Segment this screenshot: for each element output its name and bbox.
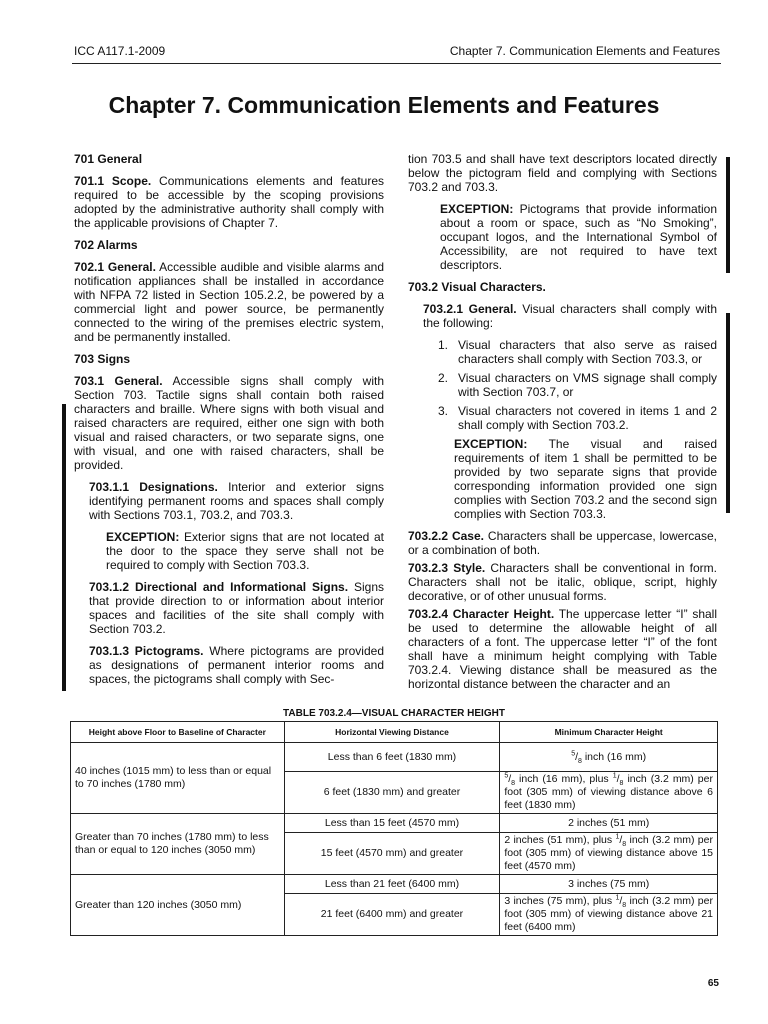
frac-num: 1 [615, 833, 620, 841]
right-column [408, 152, 717, 699]
height-cell: Greater than 70 inches (1780 mm) to less than or equal to 120 inches (3050 mm) [71, 814, 285, 875]
para-text: Signs that provide direction to or information about interior spaces and facilities of the site shall comply with Section 703.2. [89, 580, 384, 636]
distance-cell: 21 feet (6400 mm) and greater [284, 894, 500, 936]
header-rule [72, 63, 721, 64]
para-lead: 703.1 General. [74, 374, 163, 388]
cell-text: inch (3.2 mm) per foot (305 mm) of viewing distance above 21 feet (6400 mm) [504, 895, 713, 933]
column-header: Minimum Character Height [500, 722, 718, 743]
list-item-number: 2. [438, 371, 449, 385]
height-cell: 40 inches (1015 mm) to less than or equal to 70 inches (1780 mm) [71, 743, 285, 814]
min-height-cell: 2 inches (51 mm) [500, 814, 718, 833]
min-height-cell [500, 743, 718, 772]
distance-cell: Less than 15 feet (4570 mm) [284, 814, 500, 833]
para-text: The uppercase letter “I” shall be used to determine the allowable height of all characters of a font. The uppercase letter “I” of the font shall have a minimum height complying with Table 703.2.4. Viewing distance shall be measured as the horizontal distance between the character and an [408, 607, 717, 691]
list-item [438, 338, 717, 366]
min-height-cell [500, 894, 718, 936]
frac-num: 5 [504, 772, 509, 780]
header-right: Chapter 7. Communication Elements and Features [449, 44, 720, 58]
para-lead: 701.1 Scope. [74, 174, 152, 188]
distance-cell: 15 feet (4570 mm) and greater [284, 833, 500, 875]
height-cell: Greater than 120 inches (3050 mm) [71, 875, 285, 936]
min-height-cell: 3 inches (75 mm) [500, 875, 718, 894]
list-item-text: Visual characters not covered in items 1 and 2 shall comply with Section 703.2. [458, 404, 717, 432]
para-text: Communications elements and features required to be accessible by the scoping provisions adopted by the administrative authority shall comply with the applicable provisions of Chapter 7. [74, 174, 384, 230]
change-bar [62, 404, 66, 691]
para-lead: 703.1.1 Designations. [89, 480, 218, 494]
para-lead: 702.1 General. [74, 260, 156, 274]
section-703-heading: 703 Signs [74, 352, 131, 366]
para-703-1-1 [89, 480, 384, 522]
list-item-number: 3. [438, 404, 449, 418]
frac-slash: / [575, 750, 579, 763]
cell-text: inch (16 mm) [581, 750, 647, 763]
para-text: Visual characters shall comply with the following: [423, 302, 717, 330]
table-row [71, 743, 718, 772]
frac-slash: / [619, 895, 623, 907]
exception-lead: EXCEPTION: [454, 437, 528, 451]
exception-703-2-1 [454, 437, 717, 521]
cell-text: 3 inches (75 mm), plus [504, 895, 616, 907]
frac-num: 5 [571, 750, 576, 757]
para-703-2-3 [408, 561, 717, 603]
para-703-1-3 [89, 644, 384, 686]
column-header: Height above Floor to Baseline of Character [71, 722, 285, 743]
para-text: Characters shall be uppercase, lowercase, or a combination of both. [408, 529, 717, 557]
section-703-2-heading: 703.2 Visual Characters. [408, 280, 546, 294]
para-text: Interior and exterior signs identifying permanent rooms and spaces shall comply with Sections 703.1, 703.2, and 703.3. [89, 480, 385, 522]
para-703-2-4 [408, 607, 717, 691]
frac-den: 8 [622, 841, 627, 849]
para-lead: 703.2.2 Case. [408, 529, 484, 543]
exception-lead: EXCEPTION: [106, 530, 180, 544]
para-text: Characters shall be conventional in form. Characters shall not be italic, oblique, script, highly decorative, or of other unusual forms. [408, 561, 718, 603]
exception-703-1-3 [440, 202, 717, 272]
para-703-2-2 [408, 529, 717, 557]
frac-num: 1 [615, 894, 620, 902]
min-height-cell [500, 772, 718, 814]
list-item [438, 404, 717, 432]
exception-text: Exterior signs that are not located at the door to the space they serve shall not be required to comply with Section 703.3. [106, 530, 384, 572]
para-text: Accessible signs shall comply with Section 703. Tactile signs shall contain both raised characters and braille. Where signs with both visual and raised characters are required, either one sign with both visual and raised characters, or two separate signs, one with visual, and one with raised characters, shall be provided. [74, 374, 384, 472]
para-lead: 703.1.2 Directional and Informational Signs. [89, 580, 349, 594]
column-header: Horizontal Viewing Distance [284, 722, 500, 743]
para-703-2-1 [423, 302, 717, 330]
exception-703-1-1 [106, 530, 384, 572]
para-lead: 703.1.3 Pictograms. [89, 644, 204, 658]
visual-character-height-table [70, 721, 718, 936]
para-lead: 703.2.1 General. [423, 302, 517, 316]
list-item-number: 1. [438, 338, 449, 352]
distance-cell: Less than 6 feet (1830 mm) [284, 743, 500, 772]
left-column [74, 152, 384, 694]
section-702-heading: 702 Alarms [74, 238, 138, 252]
para-703-1 [74, 374, 384, 472]
frac-den: 8 [511, 780, 516, 788]
para-text: Where pictograms are provided as designations of permanent interior rooms and spaces, the pictograms shall comply with Sec- [89, 644, 384, 686]
para-701-1 [74, 174, 384, 230]
frac-slash: / [508, 773, 512, 785]
exception-text: Pictograms that provide information about a room or space, such as “No Smoking”, occupant logos, and the International Symbol of Accessibility, are not required to have text descriptors. [440, 202, 717, 272]
list-item-text: Visual characters that also serve as raised characters shall comply with Section 703.3, or [458, 338, 717, 366]
distance-cell: 6 feet (1830 mm) and greater [284, 772, 500, 814]
para-lead: 703.2.4 Character Height. [408, 607, 555, 621]
change-bar [726, 313, 730, 513]
frac-den: 8 [578, 757, 582, 765]
table-row [71, 814, 718, 833]
list-item-text: Visual characters on VMS signage shall comply with Section 703.7, or [458, 371, 717, 399]
cell-text: inch (3.2 mm) per foot (305 mm) of viewing distance above 6 feet (1830 mm) [504, 773, 713, 811]
min-height-cell [500, 833, 718, 875]
cell-text: inch (3.2 mm) per foot (305 mm) of viewing distance above 15 feet (4570 mm) [504, 834, 713, 872]
para-702-1 [74, 260, 384, 344]
frac-num: 1 [612, 772, 617, 780]
list-item [438, 371, 717, 399]
table-header-row [71, 722, 718, 743]
frac-den: 8 [619, 780, 624, 788]
change-bar [726, 157, 730, 273]
para-text: Accessible audible and visible alarms and notification appliances shall be installed in accordance with NFPA 72 listed in Section 105.2.2, be powered by a commercial light and power source, be permanently connected to the wiring of the premises electric system, and be permanently installed. [74, 260, 385, 344]
frac-slash: / [619, 834, 623, 846]
para-lead: 703.2.3 Style. [408, 561, 486, 575]
cell-text: 2 inches (51 mm), plus [504, 834, 616, 846]
distance-cell: Less than 21 feet (6400 mm) [284, 875, 500, 894]
para-703-1-2 [89, 580, 384, 636]
header-left: ICC A117.1-2009 [74, 44, 166, 58]
cell-text: inch (16 mm), plus [515, 773, 613, 785]
chapter-title: Chapter 7. Communication Elements and Features [108, 92, 660, 118]
page-number: 65 [707, 978, 719, 989]
para-continuation: tion 703.5 and shall have text descriptors located directly below the pictogram field and complying with Sections 703.2 and 703.3. [408, 152, 717, 194]
table-title: TABLE 703.2.4—VISUAL CHARACTER HEIGHT [283, 708, 505, 719]
frac-slash: / [616, 773, 620, 785]
section-701-heading: 701 General [74, 152, 143, 166]
table-row [71, 875, 718, 894]
frac-den: 8 [622, 902, 627, 910]
exception-lead: EXCEPTION: [440, 202, 514, 216]
exception-text: The visual and raised requirements of item 1 shall be permitted to be provided by two separate signs that provide corresponding information provided one sign complies with Section 703.2 and the second sign complies with Section 703.3. [454, 437, 717, 521]
